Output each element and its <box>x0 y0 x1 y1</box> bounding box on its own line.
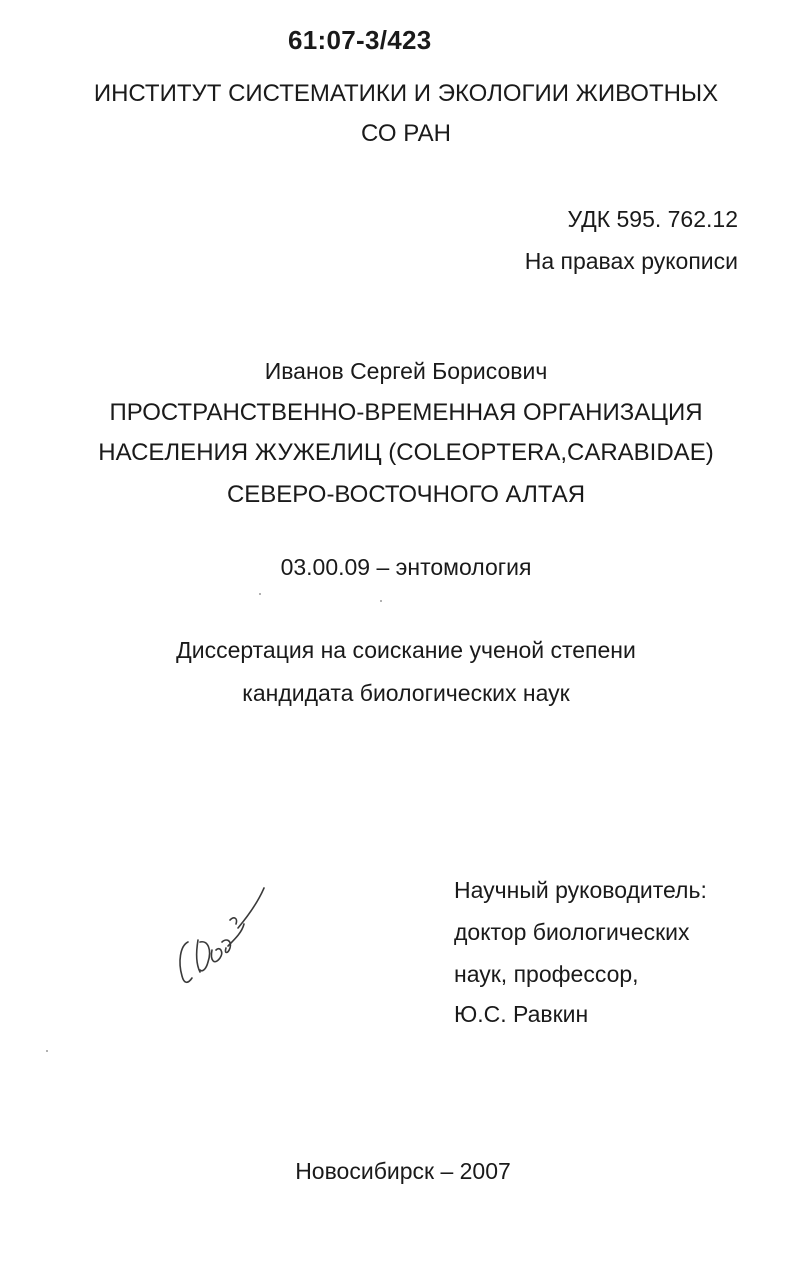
scan-speck <box>380 600 382 602</box>
degree-line1: Диссертация на соискание ученой степени <box>176 637 636 663</box>
author-name: Иванов Сергей Борисович <box>264 358 548 384</box>
scan-speck <box>46 1050 48 1052</box>
specialty-code: 03.00.09 – энтомология <box>280 554 532 580</box>
degree-line2: кандидата биологических наук <box>242 680 570 706</box>
scan-speck <box>259 593 261 595</box>
author-signature <box>168 880 278 995</box>
thesis-title-line2: НАСЕЛЕНИЯ ЖУЖЕЛИЦ (COLEOPTERA,CARABIDAE) <box>98 439 714 466</box>
place-year: Новосибирск – 2007 <box>295 1158 511 1184</box>
institute-name-line2: СО РАН <box>361 120 451 147</box>
supervisor-degree: доктор биологических <box>454 919 690 945</box>
thesis-title-line1: ПРОСТРАНСТВЕННО-ВРЕМЕННАЯ ОРГАНИЗАЦИЯ <box>109 399 703 426</box>
institute-name-line1: ИНСТИТУТ СИСТЕМАТИКИ И ЭКОЛОГИИ ЖИВОТНЫХ <box>93 80 719 107</box>
thesis-title-line3: СЕВЕРО-ВОСТОЧНОГО АЛТАЯ <box>226 481 586 508</box>
udk-code: УДК 595. 762.12 <box>567 206 738 232</box>
supervisor-name: Ю.С. Равкин <box>454 1001 589 1027</box>
manuscript-rights: На правах рукописи <box>524 248 738 274</box>
supervisor-label: Научный руководитель: <box>454 877 707 903</box>
archive-code: 61:07-3/423 <box>288 25 432 55</box>
supervisor-title: наук, профессор, <box>454 961 639 987</box>
